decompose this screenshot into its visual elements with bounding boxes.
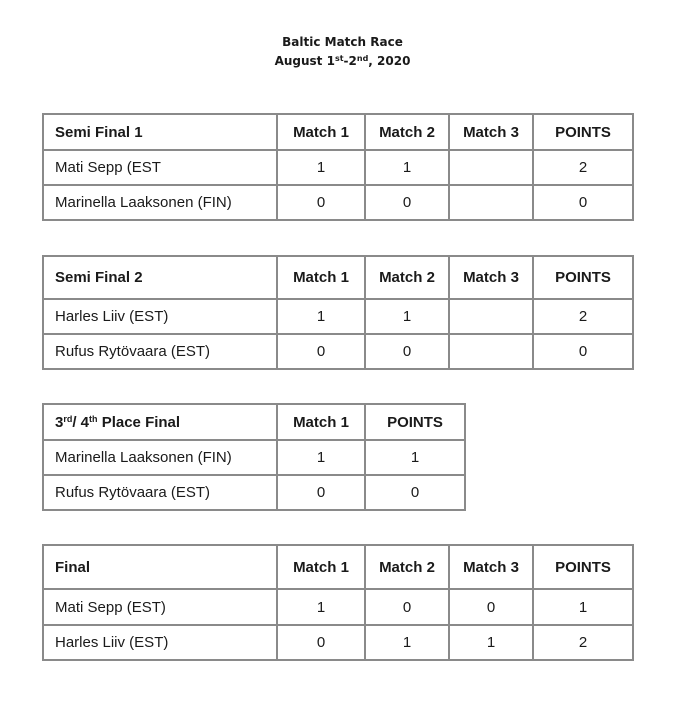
document-header	[0, 33, 685, 71]
column-header: POINTS	[533, 545, 633, 589]
points-total: 2	[533, 299, 633, 334]
table-row	[43, 625, 633, 660]
column-header: Match 3	[449, 256, 533, 299]
match-score: 1	[449, 625, 533, 660]
match-score	[449, 185, 533, 220]
match-score	[449, 299, 533, 334]
match-score: 1	[365, 625, 449, 660]
column-header: POINTS	[533, 114, 633, 150]
table-header-row	[43, 256, 633, 299]
table-header-row	[43, 114, 633, 150]
table-header-row	[43, 545, 633, 589]
column-header: Match 3	[449, 545, 533, 589]
match-score: 0	[277, 185, 365, 220]
match-score: 1	[365, 150, 449, 185]
competitor-name: Harles Liiv (EST)	[43, 299, 277, 334]
table-row	[43, 299, 633, 334]
table-row	[43, 475, 465, 510]
column-header: Match 1	[277, 256, 365, 299]
match-score: 0	[277, 475, 365, 510]
table-row	[43, 185, 633, 220]
column-header: Match 2	[365, 545, 449, 589]
match-score: 1	[277, 299, 365, 334]
match-score: 0	[449, 589, 533, 625]
match-score: 0	[365, 185, 449, 220]
points-total: 1	[365, 440, 465, 475]
column-header: Match 2	[365, 114, 449, 150]
table-row	[43, 150, 633, 185]
competitor-name: Marinella Laaksonen (FIN)	[43, 185, 277, 220]
match-score: 1	[277, 150, 365, 185]
competitor-name: Mati Sepp (EST)	[43, 589, 277, 625]
table-row	[43, 440, 465, 475]
column-header: Match 1	[277, 114, 365, 150]
match-score	[449, 150, 533, 185]
points-total: 2	[533, 625, 633, 660]
column-header: Match 1	[277, 404, 365, 440]
points-total: 1	[533, 589, 633, 625]
table-row	[43, 589, 633, 625]
column-header: Match 3	[449, 114, 533, 150]
round-title: Semi Final 2	[43, 256, 277, 299]
round-title: Semi Final 1	[43, 114, 277, 150]
round-title: Final	[43, 545, 277, 589]
points-total: 0	[533, 185, 633, 220]
points-total: 0	[533, 334, 633, 369]
competitor-name: Rufus Rytövaara (EST)	[43, 334, 277, 369]
points-total: 2	[533, 150, 633, 185]
table-row	[43, 334, 633, 369]
competitor-name: Marinella Laaksonen (FIN)	[43, 440, 277, 475]
column-header: POINTS	[533, 256, 633, 299]
match-score: 0	[365, 589, 449, 625]
competitor-name: Mati Sepp (EST	[43, 150, 277, 185]
final-table	[42, 544, 634, 661]
points-total: 0	[365, 475, 465, 510]
match-score: 1	[277, 589, 365, 625]
competitor-name: Harles Liiv (EST)	[43, 625, 277, 660]
event-date: August 1st-2nd, 2020	[274, 54, 411, 68]
column-header: Match 1	[277, 545, 365, 589]
round-title: 3rd/ 4th Place Final	[43, 404, 277, 440]
column-header: POINTS	[365, 404, 465, 440]
event-title: Baltic Match Race	[282, 35, 403, 49]
match-score: 1	[277, 440, 365, 475]
match-score: 1	[365, 299, 449, 334]
semi-final-2-table	[42, 255, 634, 370]
match-score: 0	[277, 625, 365, 660]
place-final-table	[42, 403, 466, 511]
semi-final-1-table	[42, 113, 634, 221]
table-header-row	[43, 404, 465, 440]
match-score	[449, 334, 533, 369]
match-score: 0	[277, 334, 365, 369]
match-score: 0	[365, 334, 449, 369]
competitor-name: Rufus Rytövaara (EST)	[43, 475, 277, 510]
column-header: Match 2	[365, 256, 449, 299]
